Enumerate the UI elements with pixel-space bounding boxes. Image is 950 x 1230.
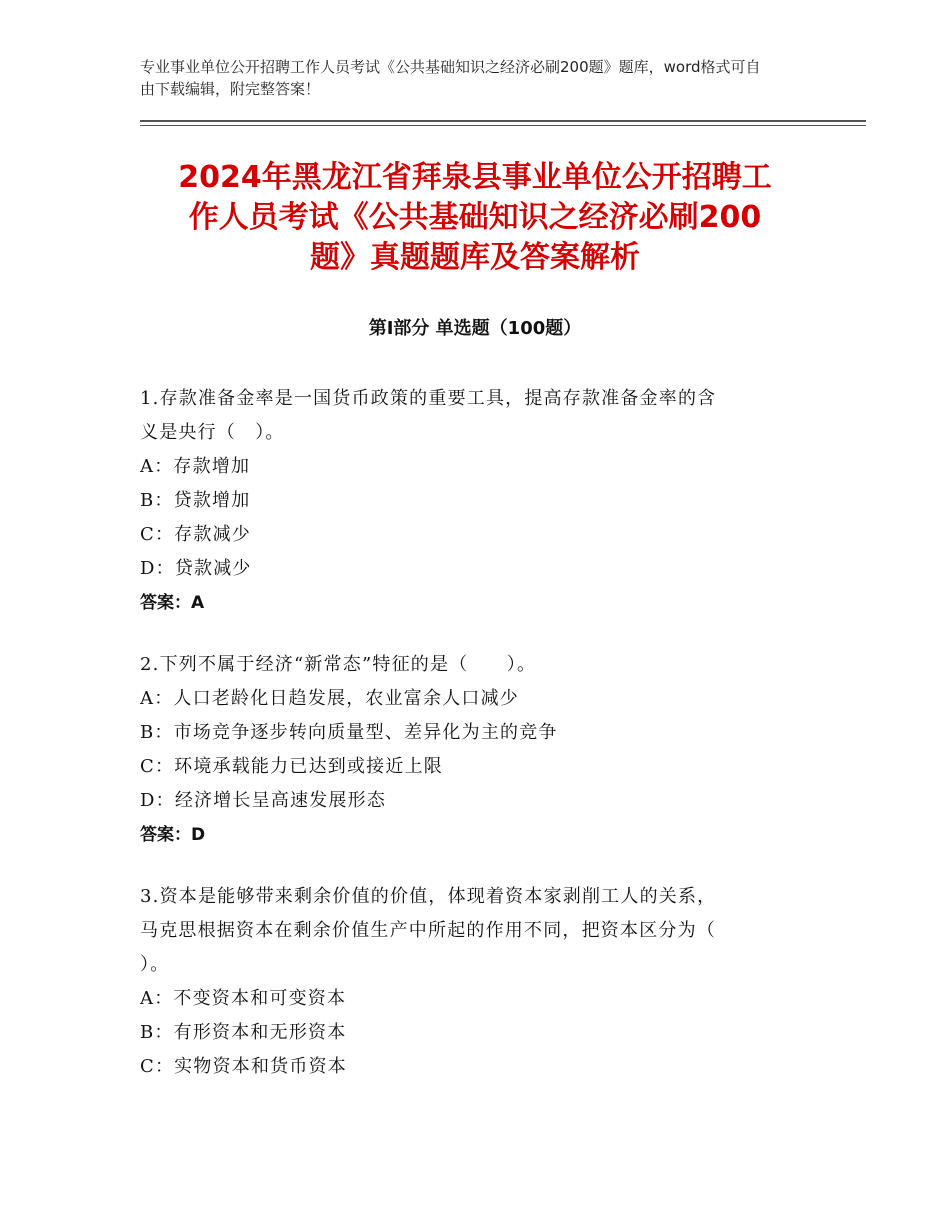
option-c: C：实物资本和货币资本 [140, 1056, 347, 1077]
title-line: 2024年黑龙江省拜泉县事业单位公开招聘工 [178, 160, 772, 195]
option-c: C：存款减少 [140, 524, 251, 545]
option-b: B：市场竞争逐步转向质量型、差异化为主的竞争 [140, 722, 558, 743]
option-a: A：人口老龄化日趋发展，农业富余人口减少 [140, 688, 519, 709]
option-b: B：贷款增加 [140, 490, 251, 511]
question-stem: 3.资本是能够带来剩余价值的价值，体现着资本家剥削工人的关系， [140, 886, 717, 907]
question-1 [140, 382, 820, 620]
title-line: 作人员考试《公共基础知识之经济必刷200 [188, 200, 762, 235]
section-title: 第Ⅰ部分 单选题（100题） [368, 318, 582, 339]
option-d: D：经济增长呈高速发展形态 [140, 790, 387, 811]
answer: 答案：A [140, 593, 205, 613]
question-stem: 义是央行（ ）。 [140, 422, 285, 443]
question-stem: ）。 [140, 954, 170, 975]
question-stem: 1.存款准备金率是一国货币政策的重要工具，提高存款准备金率的含 [140, 388, 717, 409]
option-d: D：贷款减少 [140, 558, 252, 579]
document-title [100, 158, 850, 278]
option-a: A：存款增加 [140, 456, 251, 477]
header-rule-thick [140, 120, 866, 122]
option-c: C：环境承载能力已达到或接近上限 [140, 756, 443, 777]
header-note: 专业事业单位公开招聘工作人员考试《公共基础知识之经济必刷200题》题库，word格式可自由下载编辑，附完整答案！ [140, 58, 761, 98]
title-line: 题》真题题库及答案解析 [310, 240, 640, 275]
question-stem: 马克思根据资本在剩余价值生产中所起的作用不同，把资本区分为（ [140, 920, 716, 941]
question-2 [140, 648, 820, 852]
question-3 [140, 880, 820, 1084]
option-b: B：有形资本和无形资本 [140, 1022, 347, 1043]
option-a: A：不变资本和可变资本 [140, 988, 347, 1009]
answer: 答案：D [140, 825, 206, 845]
header-rule-thin [140, 125, 866, 126]
question-stem: 2.下列不属于经济“新常态”特征的是（ ）。 [140, 654, 537, 675]
question-list [140, 382, 820, 1112]
